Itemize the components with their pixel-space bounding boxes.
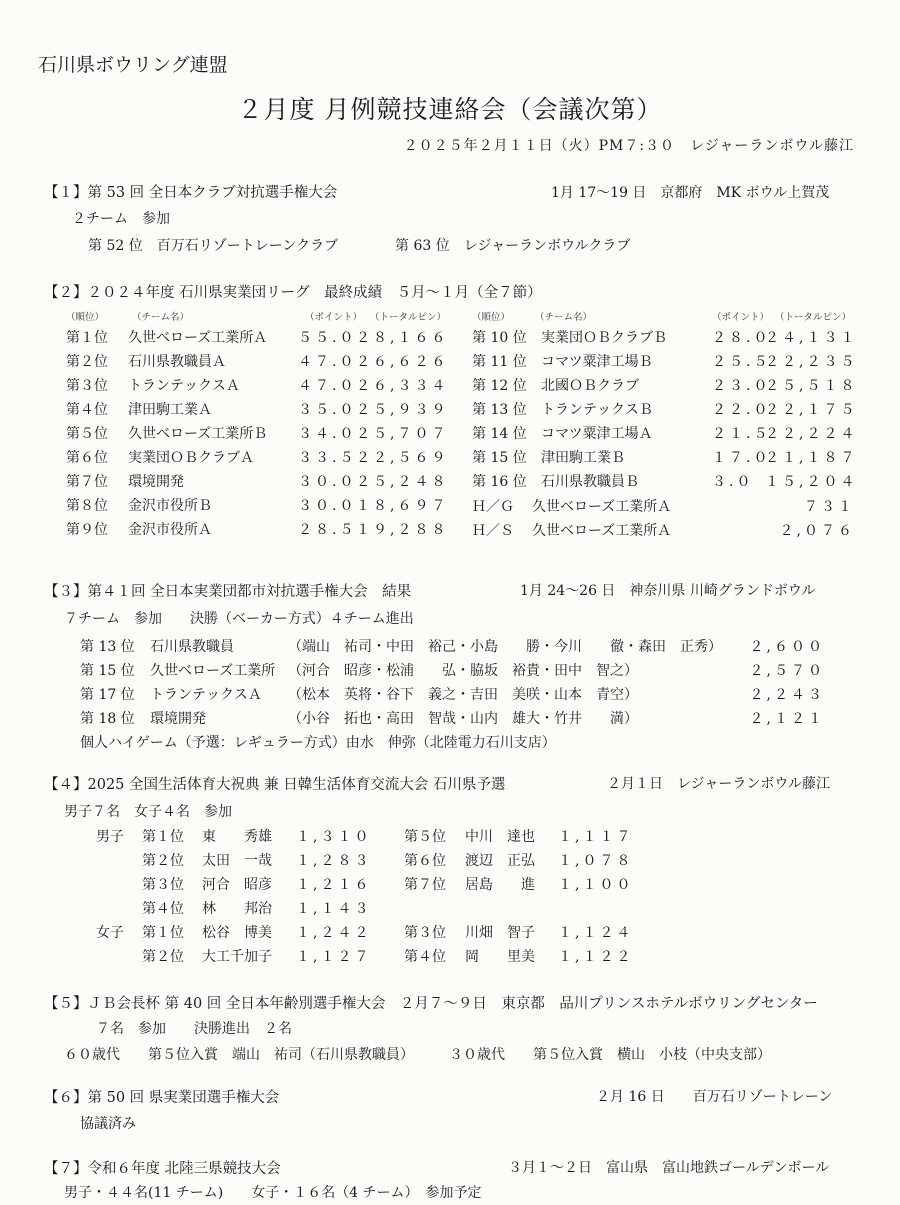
individual-score: １,２４２ bbox=[296, 925, 372, 941]
organization-name: 石川県ボウリング連盟 bbox=[38, 54, 228, 76]
s3-score: ２,２４３ bbox=[749, 687, 825, 703]
league-team: 北國ＯＢクラブ bbox=[541, 378, 639, 394]
league-team: 石川県教職員Ａ bbox=[128, 354, 226, 370]
league-points: ３０.０ bbox=[298, 474, 357, 490]
league-rank: 第 13 位 bbox=[472, 402, 527, 418]
league-team: 環境開発 bbox=[128, 474, 184, 490]
individual-score: １,０７８ bbox=[558, 853, 634, 869]
league-points: ２２.０ bbox=[712, 402, 771, 418]
section-6-note: 協議済み bbox=[80, 1116, 136, 1132]
s3-team: 石川県教職員 bbox=[150, 639, 234, 655]
high-game-value: ７３１ bbox=[804, 499, 855, 515]
league-team: 石川県教職員Ｂ bbox=[541, 474, 639, 490]
individual-rank: 第４位 bbox=[142, 901, 184, 917]
section-4-heading: 【４】2025 全国生活体育大祝典 兼 日韓生活体育交流大会 石川県予選 bbox=[44, 777, 506, 793]
league-team: 金沢市役所Ａ bbox=[128, 522, 212, 538]
individual-score: １,３１０ bbox=[296, 829, 372, 845]
section-6-date-venue: ２月 16 日 百万石リゾートレーン bbox=[596, 1089, 833, 1105]
league-points: ２１.５ bbox=[712, 426, 771, 442]
league-points: ３.０ bbox=[712, 474, 754, 490]
league-points: ４７.０ bbox=[298, 378, 357, 394]
column-header-points: （ポイント） bbox=[305, 312, 363, 323]
individual-name: 河合 昭彦 bbox=[202, 877, 272, 893]
section-3-date-venue: 1月 24～26 日 神奈川県 川崎グランドボウル bbox=[520, 583, 816, 599]
league-rank: 第 10 位 bbox=[472, 330, 527, 346]
league-team: 津田駒工業Ａ bbox=[128, 402, 212, 418]
column-header-total: （トータルピン） bbox=[370, 312, 447, 323]
league-rank: 第 14 位 bbox=[472, 426, 527, 442]
men-label: 男子 bbox=[96, 829, 124, 845]
league-rank: 第 12 位 bbox=[472, 378, 527, 394]
individual-score: １,２１６ bbox=[296, 877, 372, 893]
individual-name: 川畑 智子 bbox=[465, 925, 535, 941]
league-points: １７.０ bbox=[712, 450, 771, 466]
high-series-label: Ｈ／Ｓ bbox=[472, 523, 514, 539]
individual-rank: 第５位 bbox=[404, 829, 446, 845]
league-team: 久世ベローズ工業所Ｂ bbox=[128, 426, 268, 442]
league-points: ２８.５ bbox=[298, 522, 357, 538]
s3-rank: 第 13 位 bbox=[80, 639, 135, 655]
meeting-date-venue: ２０２５年２月１１日（火）PM７:３０ レジャーランボウル藤江 bbox=[403, 138, 854, 154]
individual-rank: 第２位 bbox=[142, 853, 184, 869]
league-points: ３３.５ bbox=[298, 450, 357, 466]
column-header-points: （ポイント） bbox=[712, 312, 770, 323]
league-team: 津田駒工業Ｂ bbox=[541, 450, 625, 466]
individual-name: 松谷 博美 bbox=[202, 925, 272, 941]
league-team: 実業団ＯＢクラブＡ bbox=[128, 450, 254, 466]
league-points: ２８.０ bbox=[712, 330, 771, 346]
section-4-participants: 男子７名 女子４名 参加 bbox=[64, 804, 232, 820]
league-total: ２２,５６９ bbox=[356, 450, 449, 466]
high-game-label: Ｈ／Ｇ bbox=[472, 499, 514, 515]
s3-rank: 第 18 位 bbox=[80, 711, 135, 727]
individual-score: １,１４３ bbox=[296, 901, 372, 917]
section-6-heading: 【６】第 50 回 県実業団選手権大会 bbox=[44, 1090, 280, 1106]
league-points: ２３.０ bbox=[712, 378, 771, 394]
league-total: ２５,７０７ bbox=[356, 426, 449, 442]
league-rank: 第３位 bbox=[66, 378, 108, 394]
individual-name: 林 邦治 bbox=[202, 901, 272, 917]
section-7-participants: 男子・４４名(11 チーム) 女子・１６名（4 チーム） 参加予定 bbox=[64, 1185, 482, 1201]
league-rank: 第６位 bbox=[66, 450, 108, 466]
league-team: コマツ粟津工場Ａ bbox=[541, 426, 653, 442]
league-total: １５,２０４ bbox=[765, 474, 858, 490]
individual-name: 東 秀雄 bbox=[202, 829, 272, 845]
section-7-date-venue: ３月１～２日 富山県 富山地鉄ゴールデンボール bbox=[508, 1160, 830, 1176]
individual-name: 大工千加子 bbox=[202, 949, 272, 965]
column-header-team: （チーム名） bbox=[132, 312, 190, 323]
section-7-heading: 【７】令和６年度 北陸三県競技大会 bbox=[44, 1161, 281, 1177]
league-total: １９,２８８ bbox=[356, 522, 449, 538]
league-rank: 第１位 bbox=[66, 330, 108, 346]
league-rank: 第５位 bbox=[66, 426, 108, 442]
high-series-team: 久世ベローズ工業所Ａ bbox=[532, 523, 672, 539]
league-total: ２２,２２４ bbox=[765, 426, 858, 442]
section-2-heading: 【２】２０２４年度 石川県実業団リーグ 最終成績 ５月～１月（全７節） bbox=[44, 285, 542, 301]
league-rank: 第２位 bbox=[66, 354, 108, 370]
section-5-participants: ７名 参加 決勝進出 ２名 bbox=[96, 1021, 292, 1037]
column-header-team: （チーム名） bbox=[535, 312, 593, 323]
column-header-rank: （順位） bbox=[472, 312, 511, 323]
league-total: １８,６９７ bbox=[356, 498, 449, 514]
league-total: ２２,２３５ bbox=[765, 354, 858, 370]
league-points: ４７.０ bbox=[298, 354, 357, 370]
individual-name: 岡 里美 bbox=[465, 949, 535, 965]
individual-score: １,１２７ bbox=[296, 949, 372, 965]
league-team: トランテックスＡ bbox=[128, 378, 240, 394]
s3-team: 久世ベローズ工業所 bbox=[150, 663, 276, 679]
league-total: ２６,６２６ bbox=[356, 354, 449, 370]
section-1-participants: ２チーム 参加 bbox=[72, 211, 170, 227]
league-total: ２５,９３９ bbox=[356, 402, 449, 418]
section-1-date-venue: 1月 17～19 日 京都府 MK ボウル上賀茂 bbox=[551, 185, 830, 201]
section-3-heading: 【３】第４１回 全日本実業団都市対抗選手権大会 結果 bbox=[44, 584, 412, 600]
women-label: 女子 bbox=[96, 925, 124, 941]
individual-score: １,１００ bbox=[558, 877, 634, 893]
individual-rank: 第２位 bbox=[142, 949, 184, 965]
column-header-total: （トータルピン） bbox=[775, 312, 852, 323]
column-header-rank: （順位） bbox=[66, 312, 105, 323]
section-1-heading: 【１】第 53 回 全日本クラブ対抗選手権大会 bbox=[44, 185, 338, 201]
league-points: ３５.０ bbox=[298, 402, 357, 418]
individual-name: 中川 達也 bbox=[465, 829, 535, 845]
league-rank: 第 16 位 bbox=[472, 474, 527, 490]
s3-members: （河合 昭彦・松浦 弘・脇坂 裕貴・田中 智之） bbox=[288, 663, 638, 679]
league-rank: 第 15 位 bbox=[472, 450, 527, 466]
s3-score: ２,６００ bbox=[749, 639, 825, 655]
league-points: ５５.０ bbox=[298, 330, 357, 346]
individual-score: １,２８３ bbox=[296, 853, 372, 869]
s3-score: ２,１２１ bbox=[749, 711, 825, 727]
individual-rank: 第３位 bbox=[142, 877, 184, 893]
league-rank: 第９位 bbox=[66, 522, 108, 538]
league-team: 久世ベローズ工業所Ａ bbox=[128, 330, 268, 346]
individual-rank: 第１位 bbox=[142, 925, 184, 941]
s3-members: （松本 英将・谷下 義之・吉田 美咲・山本 青空） bbox=[288, 687, 638, 703]
s3-members: （小谷 拓也・高田 智哉・山内 雄大・竹井 満） bbox=[288, 711, 638, 727]
league-rank: 第７位 bbox=[66, 474, 108, 490]
league-team: 実業団ＯＢクラブＢ bbox=[541, 330, 667, 346]
high-game-team: 久世ベローズ工業所Ａ bbox=[532, 499, 672, 515]
league-total: ２５,５１８ bbox=[765, 378, 858, 394]
page-title: ２月度 月例競技連絡会（会議次第） bbox=[237, 95, 663, 124]
individual-name: 太田 一哉 bbox=[202, 853, 272, 869]
league-team: トランテックスＢ bbox=[541, 402, 653, 418]
section-3-participants: ７チーム 参加 決勝（ベーカー方式）４チーム進出 bbox=[64, 611, 414, 627]
league-team: 金沢市役所Ｂ bbox=[128, 498, 212, 514]
league-points: ３４.０ bbox=[298, 426, 357, 442]
section-3-high-game: 個人ハイゲーム（予選：レギュラー方式）由水 伸弥（北陸電力石川支店） bbox=[80, 735, 556, 751]
league-points: ３０.０ bbox=[298, 498, 357, 514]
league-points: ２５.５ bbox=[712, 354, 771, 370]
individual-rank: 第３位 bbox=[404, 925, 446, 941]
s3-rank: 第 17 位 bbox=[80, 687, 135, 703]
league-total: ２２,１７５ bbox=[765, 402, 858, 418]
individual-rank: 第４位 bbox=[404, 949, 446, 965]
s3-team: トランテックスＡ bbox=[150, 687, 262, 703]
league-total: ２６,３３４ bbox=[356, 378, 449, 394]
league-rank: 第４位 bbox=[66, 402, 108, 418]
individual-score: １,１２４ bbox=[558, 925, 634, 941]
league-total: ２８,１６６ bbox=[356, 330, 449, 346]
league-rank: 第８位 bbox=[66, 498, 108, 514]
league-rank: 第 11 位 bbox=[472, 354, 527, 370]
league-total: ２４,１３１ bbox=[765, 330, 858, 346]
high-series-value: ２,０７６ bbox=[779, 523, 855, 539]
section-5-results: ６０歳代 第５位入賞 端山 祐司（石川県教職員） ３０歳代 第５位入賞 横山 小枝（中央支部） bbox=[64, 1047, 771, 1063]
individual-rank: 第６位 bbox=[404, 853, 446, 869]
league-total: ２１,１８７ bbox=[765, 450, 858, 466]
section-4-date-venue: ２月１日 レジャーランボウル藤江 bbox=[607, 776, 830, 792]
league-team: コマツ粟津工場Ｂ bbox=[541, 354, 653, 370]
section-1-result: 第 52 位 百万石リゾートレーンクラブ bbox=[88, 238, 339, 254]
s3-rank: 第 15 位 bbox=[80, 663, 135, 679]
s3-team: 環境開発 bbox=[150, 711, 206, 727]
s3-score: ２,５７０ bbox=[749, 663, 825, 679]
section-5-heading: 【５】ＪＢ会長杯 第 40 回 全日本年齢別選手権大会 ２月７～９日 東京都 品川プリンスホテルボウリングセンター bbox=[44, 996, 818, 1012]
individual-rank: 第１位 bbox=[142, 829, 184, 845]
individual-name: 渡辺 正弘 bbox=[465, 853, 535, 869]
s3-members: （端山 祐司・中田 裕己・小島 勝・今川 徹・森田 正秀） bbox=[288, 639, 722, 655]
league-total: ２５,２４８ bbox=[356, 474, 449, 490]
individual-name: 居島 進 bbox=[465, 877, 535, 893]
individual-score: １,１１７ bbox=[558, 829, 634, 845]
individual-rank: 第７位 bbox=[404, 877, 446, 893]
section-1-result: 第 63 位 レジャーランボウルクラブ bbox=[395, 238, 631, 254]
individual-score: １,１２２ bbox=[558, 949, 634, 965]
